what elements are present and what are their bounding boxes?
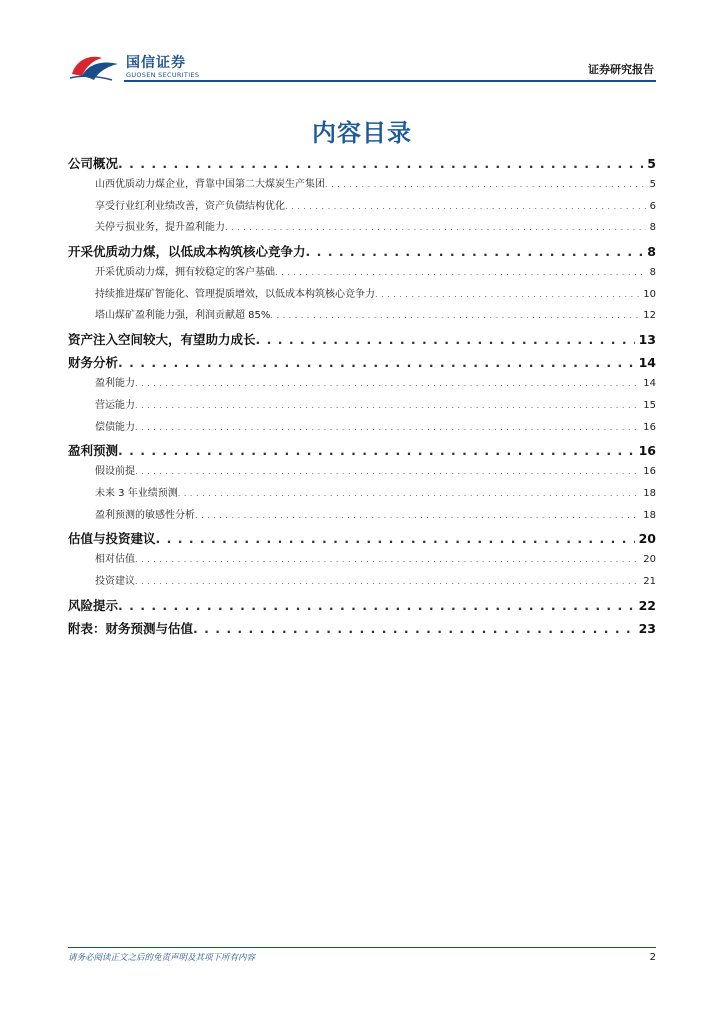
toc-dot-leader <box>375 290 639 299</box>
toc-entry-page: 12 <box>643 310 656 322</box>
page-number: 2 <box>649 952 656 963</box>
toc-dot-leader <box>270 311 639 320</box>
toc-entry-page: 22 <box>638 597 656 613</box>
toc-title: 内容目录 <box>312 119 412 147</box>
toc-section-link[interactable] <box>68 619 656 640</box>
toc-entry-label: 财务分析 <box>68 355 119 371</box>
toc-entry-page: 16 <box>643 466 656 478</box>
toc-dot-leader <box>135 577 639 586</box>
footer-divider <box>68 947 656 948</box>
toc-entry-label: 塔山煤矿盈利能力强，利润贡献超 85% <box>95 310 271 322</box>
toc-entry-label: 开采优质动力煤，拥有较稳定的客户基础 <box>95 267 275 279</box>
toc-subsection-link[interactable] <box>68 462 656 484</box>
toc-entry-page: 8 <box>649 222 656 234</box>
toc-dot-leader <box>306 244 644 259</box>
toc-subsection-link[interactable] <box>68 197 656 219</box>
toc-entry-label: 盈利能力 <box>95 378 135 390</box>
toc-entry-label: 持续推进煤矿智能化、管理提质增效，以低成本构筑核心竞争力 <box>95 288 375 300</box>
toc-entry-page: 13 <box>638 332 656 348</box>
toc-entry-page: 20 <box>643 554 656 566</box>
toc-section-link[interactable] <box>68 242 656 263</box>
logo-english-name: GUOSEN SECURITIES <box>126 71 200 79</box>
toc-entry-page: 23 <box>638 620 656 636</box>
toc-entry-page: 16 <box>643 421 656 433</box>
toc-entry-label: 盈利预测 <box>68 443 119 459</box>
toc-entry-label: 偿债能力 <box>95 421 135 433</box>
toc-entry-label: 享受行业红利业绩改善，资产负债结构优化 <box>95 200 285 212</box>
toc-entry-page: 5 <box>647 156 656 171</box>
toc-entry-label: 资产注入空间较大，有望助力成长 <box>68 332 256 348</box>
toc-subsection-link[interactable] <box>68 550 656 572</box>
toc-section-link[interactable] <box>68 330 656 351</box>
toc-entry-page: 8 <box>647 244 656 260</box>
toc-dot-leader <box>275 268 646 277</box>
toc-section-link[interactable] <box>68 353 656 374</box>
toc-section-link[interactable] <box>68 441 656 462</box>
toc-entry-label: 附表：财务预测与估值 <box>68 620 194 636</box>
toc-entry-page: 18 <box>643 487 656 499</box>
toc-subsection-link[interactable] <box>68 263 656 285</box>
toc-entry-label: 公司概况 <box>68 156 119 171</box>
toc-dot-leader <box>135 423 639 432</box>
toc-entry-label: 估值与投资建议 <box>68 531 156 547</box>
toc-subsection-link[interactable] <box>68 396 656 418</box>
toc-entry-label: 相对估值 <box>95 554 135 566</box>
toc-dot-leader <box>135 467 639 476</box>
guosen-logo-mark <box>68 52 122 82</box>
toc-dot-leader <box>178 489 640 498</box>
toc-dot-leader <box>135 379 639 388</box>
toc-entry-label: 未来 3 年业绩预测 <box>95 487 178 499</box>
toc-subsection-link[interactable] <box>68 285 656 307</box>
toc-dot-leader <box>193 621 635 636</box>
guosen-logo <box>68 52 238 82</box>
toc-entry-page: 8 <box>649 267 656 279</box>
toc-subsection-link[interactable] <box>68 218 656 240</box>
page-header <box>68 52 656 84</box>
toc-entry-page: 18 <box>643 509 656 521</box>
toc-entry-label: 假设前提 <box>95 466 135 478</box>
toc-dot-leader <box>225 223 646 232</box>
toc-subsection-link[interactable] <box>68 175 656 197</box>
toc-entry-label: 开采优质动力煤，以低成本构筑核心竞争力 <box>68 244 306 260</box>
toc-section-link[interactable] <box>68 529 656 550</box>
toc-subsection-link[interactable] <box>68 306 656 328</box>
toc-entry-label: 山西优质动力煤企业，背靠中国第二大煤炭生产集团 <box>95 179 325 190</box>
toc-dot-leader <box>135 555 639 564</box>
toc-section-link[interactable] <box>68 154 656 175</box>
toc-entry-page: 14 <box>638 355 656 371</box>
toc-subsection-link[interactable] <box>68 418 656 440</box>
toc-entry-page: 21 <box>643 575 656 587</box>
toc-dot-leader <box>118 443 635 458</box>
toc-dot-leader <box>135 401 639 410</box>
toc-entry-label: 投资建议 <box>95 575 135 587</box>
toc-entry-label: 风险提示 <box>68 597 119 613</box>
toc-entry-label: 盈利预测的敏感性分析 <box>95 509 195 521</box>
logo-chinese-name: 国信证券 <box>126 55 186 71</box>
toc-subsection-link[interactable] <box>68 506 656 528</box>
toc-subsection-link[interactable] <box>68 484 656 506</box>
toc-dot-leader <box>118 355 635 370</box>
toc-entry-page: 20 <box>638 531 656 547</box>
toc-section-link[interactable] <box>68 596 656 617</box>
toc-subsection-link[interactable] <box>68 572 656 594</box>
report-type-label: 证券研究报告 <box>588 63 654 76</box>
disclaimer-note: 请务必阅读正文之后的免责声明及其项下所有内容 <box>68 953 256 963</box>
toc-entry-page: 10 <box>643 288 656 300</box>
toc-dot-leader <box>118 598 635 613</box>
toc-dot-leader <box>256 332 635 347</box>
table-of-contents <box>68 152 656 640</box>
toc-entry-label: 关停亏损业务，提升盈利能力 <box>95 222 225 234</box>
toc-entry-page: 6 <box>649 200 656 212</box>
toc-entry-page: 15 <box>643 399 656 411</box>
toc-entry-page: 5 <box>649 179 656 190</box>
toc-entry-page: 14 <box>643 378 656 390</box>
toc-entry-page: 16 <box>638 443 656 459</box>
toc-subsection-link[interactable] <box>68 374 656 396</box>
header-divider <box>124 80 656 82</box>
toc-dot-leader <box>285 202 646 211</box>
toc-entry-label: 营运能力 <box>95 399 135 411</box>
toc-dot-leader <box>118 156 643 171</box>
toc-dot-leader <box>195 511 639 520</box>
toc-dot-leader <box>156 531 635 546</box>
toc-dot-leader <box>325 180 646 189</box>
